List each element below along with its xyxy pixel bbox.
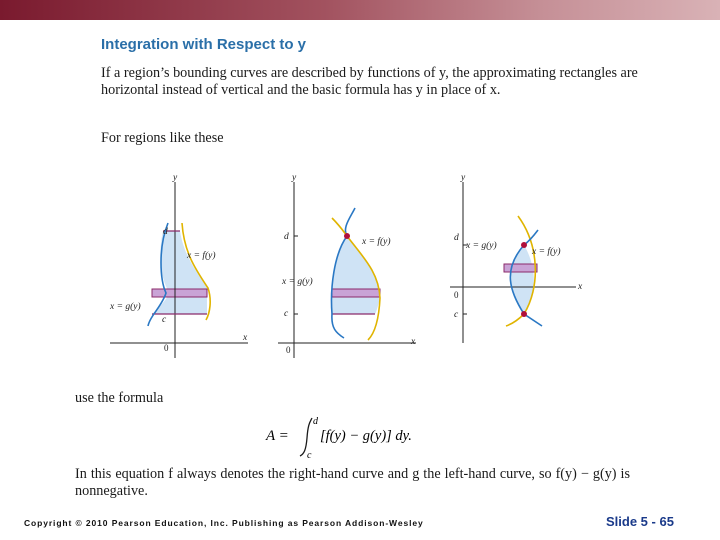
graph-3 <box>450 182 576 343</box>
graph-1-g-label: x = g(y) <box>110 302 141 312</box>
graph-2-x-label: x <box>411 337 416 347</box>
use-formula-label: use the formula <box>75 390 164 406</box>
graph-1-y-label: y <box>173 173 178 183</box>
graph-2 <box>278 182 416 358</box>
graph-2-origin: 0 <box>286 345 291 355</box>
graph-3-x-label: x <box>578 282 583 292</box>
graph-3-top-dot <box>521 242 527 248</box>
copyright-footer: Copyright © 2010 Pearson Education, Inc. Publishing as Pearson Addison-Wesley <box>24 518 424 528</box>
graph-3-d-label: d <box>454 233 459 243</box>
slide-title: Integration with Respect to y <box>101 36 307 53</box>
note-paragraph: In this equation f always denotes the right-hand curve and g the left-hand curve, so f(y) − g(y) is nonnegative. <box>75 466 630 499</box>
graph-1-f-label: x = f(y) <box>187 251 216 261</box>
area-formula <box>262 410 452 460</box>
graph-2-f-label: x = f(y) <box>362 237 391 247</box>
graph-2-y-label: y <box>292 173 297 183</box>
graph-1-x-label: x <box>243 333 248 343</box>
graph-1-strip <box>152 289 207 297</box>
formula-lower-limit: c <box>307 450 312 460</box>
graph-1-origin: 0 <box>164 343 169 353</box>
graph-1-d-label: d <box>163 227 168 237</box>
slide-number: Slide 5 - 65 <box>606 514 674 529</box>
graph-3-y-label: y <box>461 173 466 183</box>
graph-1-c-label: c <box>162 315 167 325</box>
graph-2-d-label: d <box>284 232 289 242</box>
regions-label: For regions like these <box>101 130 224 146</box>
graph-3-f-label: x = f(y) <box>532 247 561 257</box>
graph-3-bottom-dot <box>521 311 527 317</box>
formula-lhs: A = <box>266 428 289 444</box>
graph-3-g-label: x = g(y) <box>466 241 497 251</box>
graph-3-region <box>510 245 534 314</box>
graph-1 <box>110 182 248 358</box>
graph-2-strip <box>332 289 380 297</box>
region-graphs <box>100 168 600 363</box>
graph-3-origin: 0 <box>454 290 459 300</box>
graph-2-intersection-dot <box>344 233 350 239</box>
intro-paragraph: If a region’s bounding curves are described by functions of y, the approximating rectangles are horizontal instead of vertical and the basic formula has y in place of x. <box>101 65 638 98</box>
graph-2-g-label: x = g(y) <box>282 277 313 287</box>
graph-3-c-label: c <box>454 310 459 320</box>
graph-2-c-label: c <box>284 309 289 319</box>
formula-integrand: [f(y) − g(y)] dy. <box>320 428 412 444</box>
formula-upper-limit: d <box>313 416 318 427</box>
top-banner <box>0 0 720 20</box>
graph-3-strip <box>504 264 537 272</box>
